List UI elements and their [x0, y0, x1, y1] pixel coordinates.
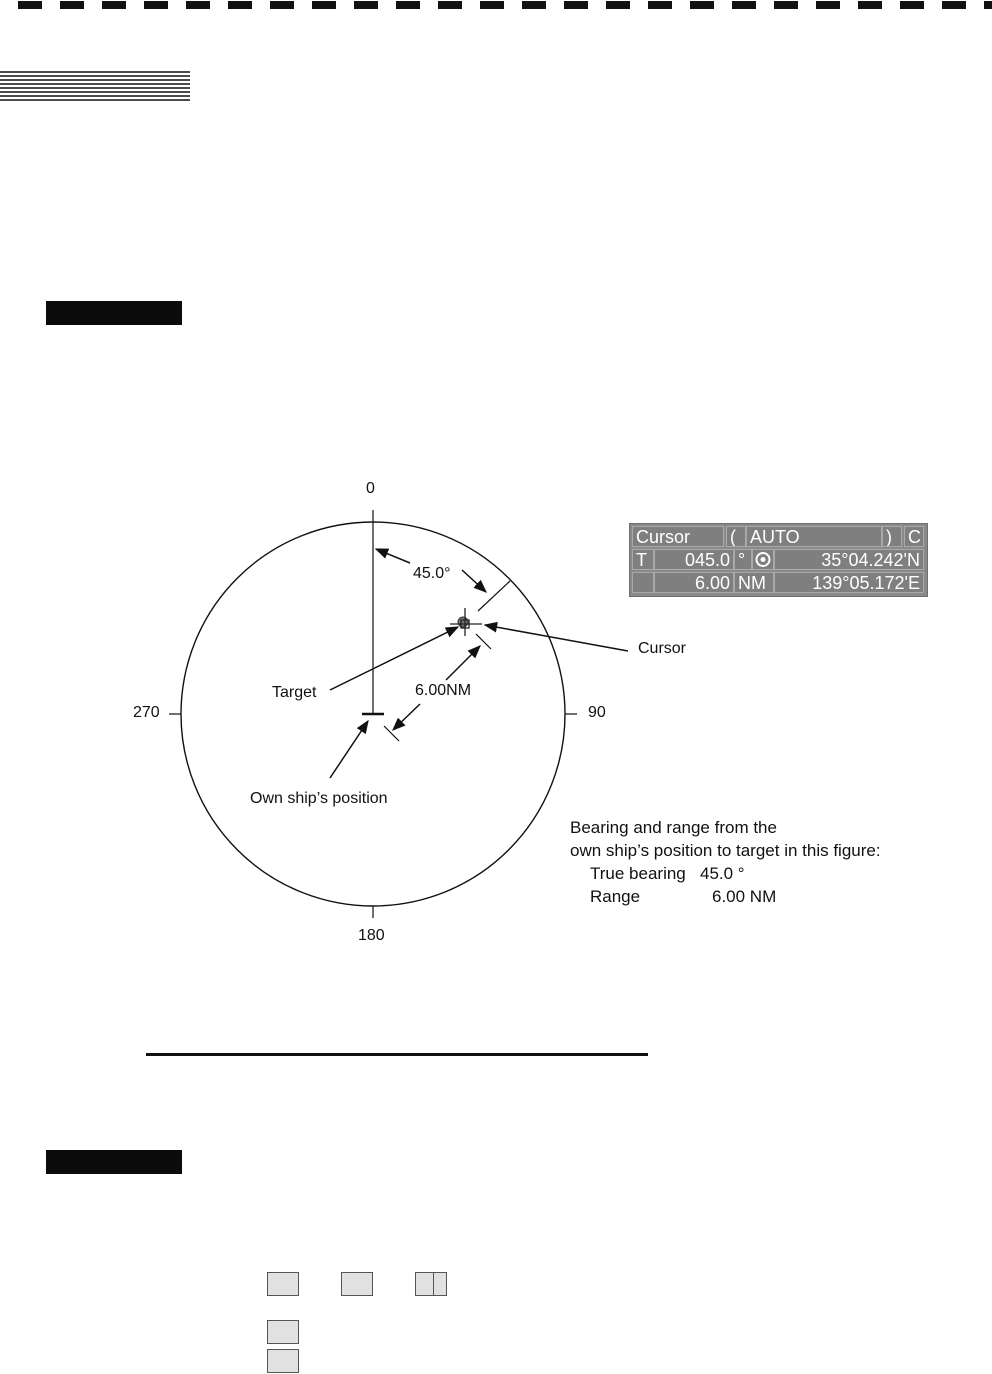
- compass-north-label: 0: [366, 480, 375, 497]
- key-button-1[interactable]: [267, 1272, 299, 1296]
- bearing-arrow-right: [462, 570, 486, 592]
- cursor-leader-arrow: [485, 625, 628, 651]
- note-range-name: Range: [590, 887, 641, 906]
- key-button-3[interactable]: [415, 1272, 447, 1296]
- section-divider-rule: [146, 1053, 648, 1056]
- range-arrow-upper: [446, 646, 480, 680]
- range-arrow-lower: [393, 704, 420, 730]
- panel-title: Cursor: [632, 526, 724, 547]
- panel-paren-close: ): [882, 526, 902, 547]
- key-button-5[interactable]: [267, 1349, 299, 1373]
- panel-blank-cell: [632, 572, 654, 593]
- key-button-4[interactable]: [267, 1320, 299, 1344]
- bearing-extension-line: [478, 581, 510, 611]
- panel-latitude: 35°04.242'N: [774, 549, 924, 570]
- panel-t-flag: T: [632, 549, 654, 570]
- panel-range-unit: NM: [734, 572, 774, 593]
- cursor-label: Cursor: [638, 640, 687, 657]
- cursor-info-panel: [629, 523, 928, 597]
- compass-south-label: 180: [358, 927, 385, 944]
- panel-range-value: 6.00: [654, 572, 734, 593]
- note-range-value: 6.00 NM: [712, 887, 777, 906]
- panel-bearing-unit: °: [734, 549, 752, 570]
- compass-west-label: 270: [133, 704, 160, 721]
- own-ship-label: Own ship’s position: [250, 790, 388, 807]
- panel-c-flag: C: [904, 526, 924, 547]
- target-ring-icon: [753, 550, 773, 569]
- target-echo: [458, 617, 468, 627]
- own-ship-leader-arrow: [330, 721, 368, 778]
- note-line-2: own ship’s position to target in this figure:: [570, 841, 881, 860]
- note-bearing-value: 45.0 °: [700, 864, 745, 883]
- note-bearing-name: True bearing: [590, 864, 686, 883]
- panel-longitude: 139°05.172'E: [774, 572, 924, 593]
- note-line-1: Bearing and range from the: [570, 818, 777, 837]
- target-label: Target: [272, 684, 317, 701]
- section-label-bar-2: [46, 1150, 182, 1174]
- panel-paren-open: (: [726, 526, 746, 547]
- bearing-angle-label: 45.0°: [413, 565, 451, 582]
- compass-east-label: 90: [588, 704, 606, 721]
- panel-bearing-value: 045.0: [654, 549, 734, 570]
- bearing-arrow-left: [376, 549, 410, 563]
- panel-position-icon: [752, 549, 774, 570]
- range-ext-near: [384, 726, 399, 741]
- range-distance-label: 6.00NM: [415, 682, 472, 699]
- panel-mode: AUTO: [746, 526, 882, 547]
- target-leader-arrow: [330, 627, 458, 690]
- key-button-2[interactable]: [341, 1272, 373, 1296]
